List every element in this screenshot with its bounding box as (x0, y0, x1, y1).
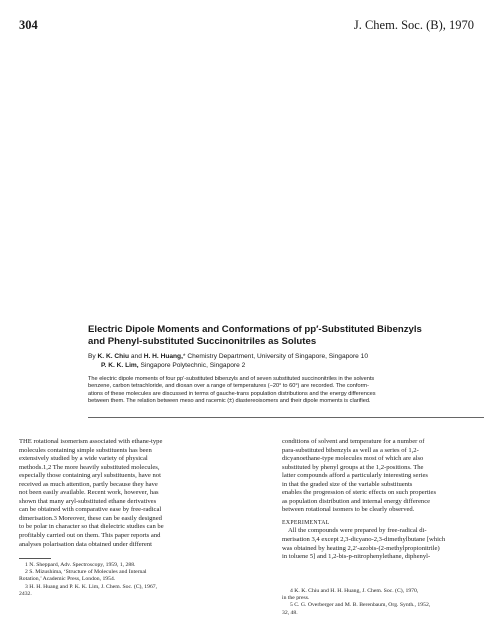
author-affiliation: * Chemistry Department, University of Singapore, Singapore 10 (182, 353, 369, 360)
body-line: not been easily available. Recent work, however, has (19, 489, 159, 497)
body-line: in that the graded size of the variable substituents (282, 480, 413, 488)
journal-header: J. Chem. Soc. (B), 1970 (353, 18, 474, 32)
body-line: extensively studied by a wide variety of physical (19, 455, 148, 463)
page-number: 304 (19, 18, 38, 32)
body-line: All the compounds were prepared by free-radical di- (288, 527, 427, 535)
body-line: profitably carried out on them. This paper reports and (19, 532, 161, 540)
body-line: especially those containing aryl substituents, have not (19, 472, 161, 480)
author-block (88, 352, 488, 370)
section-heading: EXPERIMENTAL (282, 519, 330, 526)
footnote: 32, 48. (282, 609, 298, 616)
body-line: molecules containing simple substituents has been (19, 446, 152, 454)
author-name: P. K. K. Lim, (101, 362, 139, 369)
body-line: latter compounds afford a particularly interesting series (282, 472, 428, 480)
footnote: 3 H. H. Huang and P. K. K. Lim, J. Chem. Soc. (C), 1967, (25, 583, 158, 590)
abstract-line: benzene, carbon tetrachloride, and dioxan over a range of temperatures (−20° to 60°) are recorded. The conform- (88, 383, 369, 390)
footnote: 2 S. Mizushima, ‘Structure of Molecules and Internal (25, 569, 147, 576)
title-line-1: Electric Dipole Moments and Conformations of pp′-Substituted Bibenzyls (88, 324, 422, 335)
body-line: substituted by phenyl groups at the 1,2-positions. The (282, 463, 424, 471)
footnotes-left (19, 562, 219, 598)
body-line: para-substituted bibenzyls as well as a series of 1,2- (282, 446, 419, 454)
footnote: 2432. (19, 590, 32, 597)
footnote: 1 N. Sheppard, Adv. Spectroscopy, 1959, 1, 288. (25, 562, 136, 568)
author-affiliation: Singapore Polytechnic, Singapore 2 (138, 362, 246, 369)
body-line: in toluene 5] and 1,2-bis-p-nitrophenylethane, diphenyl- (282, 553, 431, 561)
footnote: in the press. (282, 595, 310, 602)
body-line: analyses polarisation data obtained under different (19, 540, 152, 548)
title-line-2: and Phenyl-substituted Succinonitriles as Solutes (88, 336, 317, 347)
body-line: as population distribution and internal energy difference (282, 497, 431, 505)
article-title (88, 324, 478, 348)
abstract (88, 376, 484, 405)
body-line: merisation 3,4 except 2,3-dicyano-2,3-dimethylbutane [which (282, 536, 446, 544)
body-line: can be obtained with comparative ease by free-radical (19, 506, 162, 514)
abstract-line: between them. The relation between meso and racemic (±) diastereoisomers and their dipole moments is clarified. (88, 397, 371, 404)
body-line: enables the progression of steric effects on such properties (282, 489, 437, 497)
body-line: methods.1,2 The more heavily substituted molecules, (19, 463, 160, 471)
body-line: was obtained by heating 2,2′-azobis-(2-methylpropionitrile) (282, 544, 440, 552)
body-line: received as much attention, partly because they have (19, 480, 158, 488)
author-name: K. K. Chiu (97, 353, 130, 360)
author-line-2 (88, 361, 488, 370)
author-prefix: By (88, 353, 98, 360)
author-conjunction: and (129, 353, 144, 360)
body-column-right (282, 438, 482, 562)
footnotes-right (282, 588, 490, 617)
abstract-line: The electric dipole moments of four pp′-substituted bibenzyls and of seven substituted succinonitriles in the solvents (88, 376, 375, 382)
author-line-1 (88, 352, 488, 361)
footnote-rule-left (19, 558, 51, 559)
abstract-divider (88, 417, 484, 418)
body-column-left (19, 438, 212, 549)
body-line: dicyanoethane-type molecules most of which are also (282, 455, 424, 463)
body-line: between rotational isomers to be clearly observed. (282, 506, 415, 514)
body-line: to be polar in character so that dielectric studies can be (19, 523, 164, 531)
body-line: conditions of solvent and temperature for a number of (282, 438, 425, 445)
body-line: THE rotational isomerism associated with ethane-type (19, 438, 163, 445)
body-line: shown that many aryl-substituted ethane derivatives (19, 497, 157, 505)
abstract-line: ations of these molecules are discussed in terms of gauche-trans population distributions and the energy differences (88, 390, 376, 397)
footnote: Rotation,’ Academic Press, London, 1954. (19, 576, 116, 583)
footnote: 5 C. G. Overberger and M. B. Berenbaum, Org. Synth., 1952, (290, 602, 431, 609)
body-line: dimerisation.3 Moreover, these can be easily designed (19, 514, 162, 522)
author-name: H. H. Huang, (143, 353, 183, 360)
footnote: 4 K. K. Chiu and H. H. Huang, J. Chem. Soc. (C), 1970, (290, 588, 419, 594)
